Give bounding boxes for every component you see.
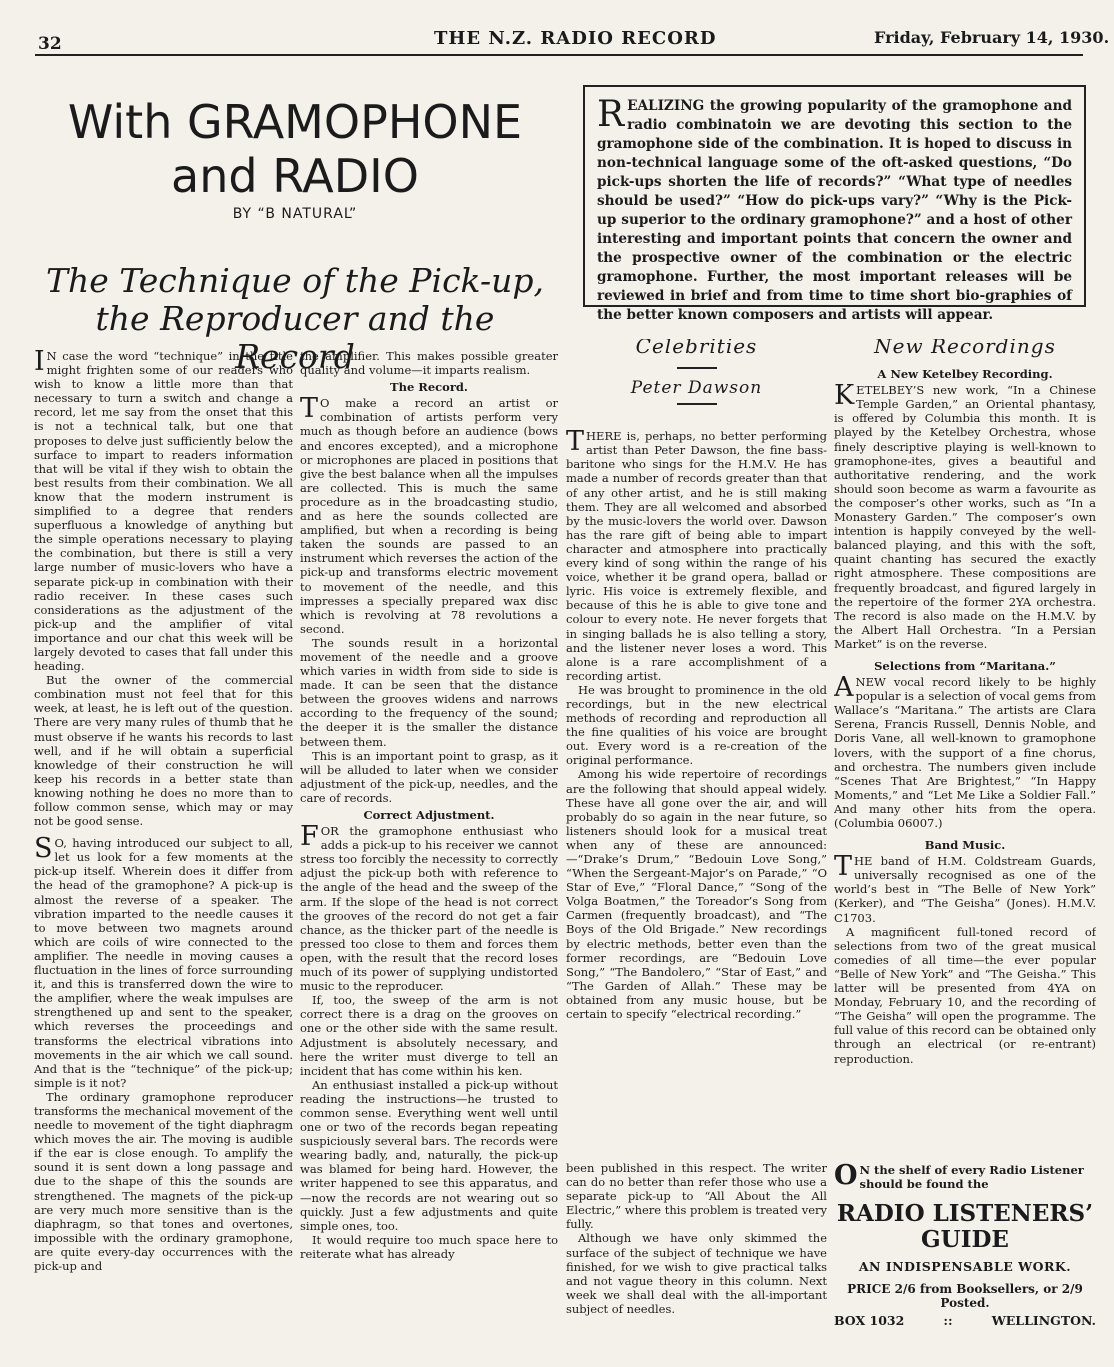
- headline-line-2: and RADIO: [171, 149, 419, 203]
- column-3-continuation: [566, 1161, 827, 1357]
- subhead-line-2: the Reproducer and the Record: [95, 299, 495, 376]
- drop-cap: S: [34, 833, 53, 865]
- title-rule: [677, 403, 717, 405]
- drop-cap: K: [834, 380, 855, 412]
- issue-date: Friday, February 14, 1930.: [874, 28, 1110, 47]
- paragraph: OR the gramophone enthusiast who adds a pick-up to his receiver we cannot stress too forcibly the necessity to correctly adjust the pick-up both with reference to the angle of the head and the sweep of the arm. If the slope of the head is not correct the grooves of the record do not get a fair chance, as the thicker part of the needle is pressed too close to them and forces them open, with the result that the record loses much of its power of supplying undistorted music to the reproducer.: [300, 824, 558, 994]
- paragraph: The sounds result in a horizontal movement of the needle and a groove which varies in width from side to side is made. It can be seen that the distance between the grooves widens and narrows according to the frequency of the sound; the deeper it is the smaller the distance between them.: [300, 635, 558, 749]
- paragraph: HE band of H.M. Coldstream Guards, universally recognised as one of the world’s best in “The Belle of New York” (Kerker), and “The Geisha” (Jones). H.M.V. C1703.: [834, 854, 1096, 925]
- headline-line-1: With GRAMOPHONE: [67, 95, 523, 149]
- paragraph: HERE is, perhaps, no better performing artist than Peter Dawson, the fine bass-baritone who sings for the H.M.V. He has made a number of records greater than that of any other artist, and he is still making them. They are all welcomed and absorbed by the music-lovers the world over. Dawson has the rare gift of being able to impart character and atmosphere into practically every kind of song within the range of his voice, whether it be grand opera, ballad or lyric. His voice is extremely flexible, and because of this he is able to give tone and colour to every note. He never forgets that in singing ballads he is also telling a story, and the listener never loses a word. This alone is a rare accomplishment of a recording artist.: [566, 429, 827, 683]
- paragraph: The ordinary gramophone reproducer transforms the mechanical movement of the needle to movement of the tight diaphragm which moves the air. The moving is audible if the ear is close enough. To amplify the sound it is sent down a long passage and due to the shape of this the sounds are strengthened. The magnets of the pick-up are very much more sensitive than is the diaphragm, so that tones and overtones, impossible with the ordinary gramophone, are quite every-day occurrences with the pick-up and: [34, 1089, 293, 1273]
- drop-cap: F: [300, 821, 319, 853]
- paragraph: This is an important point to grasp, as it will be alluded to later when we consider adjustment of the pick-up, needles, and the care of records.: [300, 748, 558, 805]
- column-3-celebrities: [566, 339, 827, 1149]
- column-1: [34, 349, 293, 1359]
- publication-title: THE N.Z. RADIO RECORD: [434, 28, 717, 49]
- paragraph: NEW vocal record likely to be highly popular is a selection of vocal gems from Wallace’s “Maritana.” The artists are Clara Serena, Francis Russell, Dennis Noble, and Doris Vane, all well-known to gramophone lovers, with the support of a fine chorus, and orchestra. The numbers given include “Scenes That Are Brightest,” “In Happy Moments,” and “Let Me Like a Soldier Fall.” And many other hits from the opera. (Columbia 06007.): [834, 675, 1096, 830]
- section-heading-record: The Record.: [390, 380, 468, 395]
- paragraph: N case the word “technique” in the title might frighten some of our readers who wish to know a little more than that necessary to turn a switch and change a record, let me say from the onset that this is not a technical talk, but one that proposes to delve just sufficiently below the surface to impart to readers information that will be vital if they wish to obtain the best results from their combination. We all know that the modern instrument is simplified to a degree that renders superfluous a knowledge of anything but the simple operations necessary to playing the combination, but there is still a very large number of music-lovers who have a separate pick-up in combination with their radio receiver. In these cases such considerations as the adjustment of the pick-up and the amplifier of vital importance and our chat this week will be largely devoted to cases that fall under this heading.: [34, 349, 293, 674]
- paragraph: Among his wide repertoire of recordings are the following that should appeal widely. These have all gone over the air, and will probably do so again in the near future, so listeners should look for a musical treat when any of these are announced:—“Drake’s Drum,” “Bedouin Love Song,” “When the Sergeant-Major’s on Parade,” “O Star of Eve,” “Floral Dance,” “Song of the Volga Boatmen,” the Toreador’s Song from Carmen (frequently broadcast), and “The Boys of the Old Brigade.” New recordings by electric methods, better even than the former recordings, are “Bedouin Love Song,” “The Bandolero,” “Star of East,” and “The Garden of Allah.” These may be obtained from any music house, but be certain to specify “electrical recording.”: [566, 767, 827, 1022]
- subhead-line-1: The Technique of the Pick-up,: [46, 261, 544, 300]
- advert-tagline: AN INDISPENSABLE WORK.: [858, 1259, 1072, 1274]
- drop-cap: I: [34, 349, 45, 377]
- drop-cap: T: [566, 426, 585, 458]
- celebrities-title: Celebrities: [635, 339, 758, 358]
- paragraph: ETELBEY’S new work, “In a Chinese Temple Garden,” an Oriental phantasy, is offered by Columbia this month. It is played by the Ketelbey Orchestra, whose finely descriptive playing is well-known to gramophone-ites, gives a beautiful and authoritative rendering, and the work should soon become as warm a favourite as the composer’s other works, such as “In a Monastery Garden.” The composer’s own intention is happily conveyed by the well-balanced playing, and this with the soft, quaint chanting has secured the exactly right atmosphere. These compositions are frequently broadcast, and figured largely in the repertoire of the former 2YA orchestra. The record is also made on the H.M.V. by the Albert Hall Orchestra. “In a Persian Market” is on the reverse.: [834, 383, 1096, 651]
- intro-box: [583, 85, 1086, 323]
- paragraph: the amplifier. This makes possible greater quality and volume—it imparts realism.: [300, 349, 558, 378]
- headline: [40, 95, 550, 203]
- paragraph: Although we have only skimmed the surface of the subject of technique we have finished, for we wish to give practical talks and not vague theory in this column. Next week we shall deal with the all-important subject of needles.: [566, 1231, 827, 1316]
- paragraph: He was brought to prominence in the old recordings, but in the new electrical methods of recording and reproduction all the fine qualities of his voice are brought out. Every word is a re-creation of the original performance.: [566, 682, 827, 768]
- drop-cap: A: [834, 672, 854, 704]
- advert-intro: N the shelf of every Radio Listener should be found the: [859, 1163, 1084, 1191]
- section-heading-maritana: Selections from “Maritana.”: [874, 658, 1056, 673]
- advert-title-line-2: GUIDE: [921, 1226, 1009, 1253]
- column-4-new-recordings: [834, 339, 1096, 1149]
- paragraph: been published in this respect. The writer can do no better than refer those who use a separate pick-up to “All About the All Electric,” where this problem is treated very fully.: [566, 1161, 827, 1232]
- section-heading-ketelbey: A New Ketelbey Recording.: [877, 367, 1053, 382]
- paragraph: But the owner of the commercial combination must not feel that for this week, at least, he is left out of the question. There are very many rules of thumb that he must observe if he wants his records to last well, and if he will obtain a superficial knowledge of their construction he will keep his records in a better state than knowing nothing he does no more than to follow common sense, which may or may not be good sense.: [34, 673, 293, 829]
- section-heading-band-music: Band Music.: [924, 838, 1006, 853]
- header-rule: [35, 54, 1083, 56]
- paragraph: O, having introduced our subject to all, let us look for a few moments at the pick-up itself. Wherein does it differ from the head of the gramophone? A pick-up is almost the reverse of a speaker. The vibration imparted to the needle causes it to move between two magnets around which are coils of wire connected to the amplifier. The needle in moving causes a fluctuation in the lines of force surrounding it, and this is transferred down the wire to the amplifier, where the weak impulses are strengthened up and sent to the speaker, which reverses the proceedings and transforms the electrical vibrations into movements in the air which we call sound. And that is the “technique” of the pick-up; simple is it not?: [34, 836, 293, 1090]
- intro-drop-cap: R: [597, 94, 625, 135]
- intro-text: EALIZING the growing popularity of the gramophone and radio combinatoin we are devoting this section to the gramophone side of the combination. It is hoped to discuss in non-technical language some of the oft-asked questions, “Do pick-ups shorten the life of records?” “What type of needles should be used?” “How do pick-ups vary?” “Why is the Pick-up superior to the ordinary gramophone?” and a host of other interesting and important points that concern the owner and the prospective owner of the combination or the electric gramophone. Further, the most important releases will be reviewed in brief and from time to time short bio-graphies of the better known composers and artists will appear.: [597, 98, 1072, 323]
- celebrity-name: Peter Dawson: [630, 378, 763, 399]
- advertisement: [834, 1160, 1096, 1328]
- page-number: 32: [38, 34, 62, 54]
- advert-address: [834, 1313, 1096, 1328]
- title-rule: [677, 367, 717, 369]
- paragraph: It would require too much space here to reiterate what has already: [300, 1232, 558, 1261]
- paragraph: O make a record an artist or combination of artists perform very much as though before an audience (bows and encores excepted), and a microphone or microphones are placed in positions that give the best balance when all the impulses are collected. This is much the same procedure as in the broadcasting studio, and as here the sounds collected are amplified, but when a recording is being taken the sounds are passed to an instrument which reverses the action of the pick-up and transforms electric movement to movement of the needle, and this impresses a specially prepared wax disc which is revolving at 78 revolutions a second.: [300, 396, 558, 636]
- advert-separator: ::: [943, 1313, 953, 1328]
- advert-price: PRICE 2/6 from Booksellers, or 2/9 Posted.: [847, 1282, 1083, 1310]
- paragraph: A magnificent full-toned record of selections from two of the great musical comedies of all time—the ever popular “Belle of New York” and “The Geisha.” This latter will be presented from 4YA on Monday, February 10, and the recording of “The Geisha” will open the programme. The full value of this record can be obtained only through an electrical (or re-entrant) reproduction.: [834, 924, 1096, 1066]
- drop-cap: O: [834, 1160, 858, 1191]
- paragraph: An enthusiast installed a pick-up without reading the instructions—he trusted to common sense. Everything went well until one or two of the records began repeating suspiciously several bars. The records were wearing badly, and, naturally, the pick-up was blamed for being hard. However, the writer happened to see this apparatus, and—now the records are not wearing out so quickly. Just a few adjustments and quite simple ones, too.: [300, 1077, 558, 1233]
- advert-city: WELLINGTON.: [991, 1313, 1096, 1328]
- column-2: [300, 349, 558, 1359]
- byline: BY “B NATURAL”: [232, 206, 358, 222]
- advert-box: BOX 1032: [834, 1313, 905, 1328]
- advert-title-line-1: RADIO LISTENERS’: [836, 1200, 1094, 1227]
- section-heading-adjustment: Correct Adjustment.: [363, 808, 495, 822]
- drop-cap: T: [834, 851, 853, 883]
- new-recordings-title: New Recordings: [874, 339, 1056, 358]
- drop-cap: T: [300, 393, 319, 425]
- paragraph: If, too, the sweep of the arm is not correct there is a drag on the grooves on one or the other side with the same result. Adjustment is absolutely necessary, and here the writer must diverge to tell an incident that has come within his ken.: [300, 993, 558, 1078]
